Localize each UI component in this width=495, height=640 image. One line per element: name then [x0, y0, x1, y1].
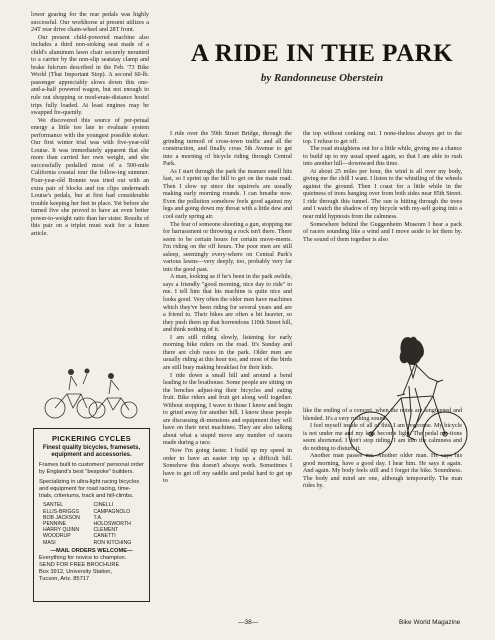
paragraph: We discovered this source of per-petual energy a little too late to evaluate system performance with the youngest possible stoker. Our first winter trial was with five-year-old Louise. It was immediately apparent that she more than carried her own weight, and she successfully pedalled most of a 500-mile California coastal tour the follow-ing summer. Four-year-old Bonnie was tried out with an extra pair of blocks and toe clips underneath Louise's pedals, but at first had considerable trouble keeping her feet in place. Yet before she turned five she proved to have an even better power-to-weight ratio than her sister. Results of this pair on a triplet must wait for a future article.: [31, 117, 149, 237]
paragraph: Another man passes me. Another older man. He says his good morning, have a good day. I hear him. He says it again. And again. My body feels still and I forget the bike. Soundness. The body and mind are one, although temporarily. The man rides by.: [303, 453, 462, 490]
page-number: —38—: [238, 619, 259, 626]
brand-name: HOLDSWORTH: [93, 521, 131, 528]
paragraph: A man, looking as if he's been in the park awhile, says a friendly "good morning, nice day to ride" to me. I tell him that his machine is quite nice and looks good. Very often the older men have machines which they've been riding for several years and are a friend to. Their bikes are often a bit heavier, so they push them up that horrendous 110th Street hill, and think nothing of it.: [163, 274, 292, 334]
paragraph: the top without conking out. I none-theless always get to the top. I refuse to get off.: [303, 131, 462, 145]
left-column: [31, 12, 149, 238]
ad-subtitle: Finest quality bicycles, framesets, equipment and accessories.: [42, 445, 141, 459]
paragraph: I ride over the 59th Street Bridge, through the grinding turmoil of cross-town traffic and all the construction, and finally cross 5th Avenue to get into a morning of bicycle riding through Central Park.: [163, 131, 292, 168]
mail-orders-banner: —MAIL ORDERS WELCOME—: [50, 547, 133, 554]
ad-title: PICKERING CYCLES: [52, 434, 131, 443]
brand-name: T.A.: [93, 514, 103, 521]
family-tandem-illustration: [31, 360, 149, 420]
brand-name: MASI: [43, 539, 56, 546]
brand-name: BOB JACKSON: [43, 514, 80, 521]
paragraph: I feel myself inside of all of this. I am overcome. My bicycle is not under me and my legs become light. The pedal mo-tions seem shortened. I don't stop riding. I am into the calmness and do nothing to disturb it.: [303, 423, 462, 452]
ad-body-text: Frames built to customers' personal order by England's best "bespoke" builders.: [39, 462, 144, 476]
brand-name: CLEMENT: [93, 527, 119, 534]
brochure-offer: SEND FOR FREE BROCHURE: [39, 561, 120, 568]
paragraph: I ride down a small hill and around a bend leading to the boathouse. Some people are sitting on the benches adjust-ing their bicycles and eating fruit. Bike riders and fruit get along well together. Without stopping, I wave to those I know and begin to grind away for another hill. I know these people are discussing di-mensions and equipment they will have on their next machines. They are also talking about what a stupid move any number of racers made during a race.: [163, 372, 292, 447]
article-title: A RIDE IN THE PARK: [190, 40, 454, 67]
right-column-top: [303, 131, 462, 244]
address-line: Tucson, Ariz. 85717: [39, 575, 90, 582]
paragraph: like the ending of a concert, when the notes are lengthened and blended. It's a very rushing sound.: [303, 408, 462, 422]
brand-name: SANTEL: [43, 502, 64, 509]
ad-body-text: Specializing in ultra-light racing bicycles and equipment for road racing, time-trials, criteriums, track and hill-climbs.: [39, 479, 140, 500]
brand-list: [43, 502, 144, 545]
paragraph: At about 25 miles per hour, the wind is all over my body, giving me the chill I want. I listen to the whistling of the wheels against the ground. Then I coast for a little while in the quietness of trees hanging over from both sides near 85th Street. I ride through this tunnel. The sun is hitting through the trees and I watch the shadow of my bicycle with my-self going into a near mild hypnosis from the calmness.: [303, 168, 462, 221]
brand-name: RON KITCHING: [93, 539, 132, 546]
magazine-name: Bike World Magazine: [399, 619, 461, 626]
brand-name: WOODRUP: [43, 533, 71, 540]
brand-name: CAMPAGNOLO: [93, 508, 131, 515]
brand-name: ELLIS-BRIGGS: [43, 508, 80, 515]
ad-tagline: Everything for novice to champion.: [39, 554, 127, 561]
brand-name: PENNINE: [43, 521, 67, 528]
paragraph: Now I'm going faster. I build up my speed in order to have an easier trip up a difficult hill. Somehow this doesn't always work. Sometimes I have to get off my saddle and pedal hard to get up to: [163, 447, 292, 485]
article-byline: by Randonneuse Oberstein: [260, 72, 384, 84]
paragraph: The road straightens out for a little while, giving me a chance to build up to my usual speed again, so that I am able to rush into another hill—downward this time.: [303, 146, 462, 168]
right-column-bottom: [303, 408, 462, 491]
brand-name: CANETTI: [93, 533, 116, 540]
paragraph: I am still riding slowly, listening for early morning bike riders on the road. It's Sunday and there are club races in the park. Older men are usually riding at this hour too, and most of the birds are still busy making breakfast for their kids.: [163, 334, 292, 371]
pickering-cycles-ad: [33, 428, 150, 602]
paragraph: Our present child-powered machine also includes a third non-stoking seat made of a child's aluminum lawn chair securely mounted to a carrier by the non-slip seatstay clamp and brake fulcrum described in the Feb. '73 Bike World (That Important Stop). A second 60-lb. passenger appreciably slows down this one-and-a-half powered wagon, but not enough to rule out shopping or mod-erate-distance hostel trips fully loaded. At least engines may be swapped fre-quently.: [31, 34, 149, 117]
address-line: Box 3912, University Station,: [39, 568, 113, 575]
paragraph: lower gearing for the rear pedals was highly successful. Our workhorse at present utilizes a 24T rear drive chain-wheel and 28T front.: [31, 12, 149, 34]
brand-name: HARRY QUINN: [43, 527, 80, 534]
paragraph: As I start through the park the manure smell hits fast, so I sprint up the hill to get on the main road. Then I slow up since the squirrels are usually making early morning rounds. I can breathe now. Even the pollution somehow feels good against my legs and going down my throat with a little dew and cool early spring air.: [163, 168, 292, 221]
middle-column: [163, 131, 292, 486]
paragraph: Somewhere behind the Guggenheim Museum I hear a pack of racers sounding like a wind and I move aside to let them by. The sound of them together is also: [303, 221, 462, 243]
paragraph: The fear of someone shooting a gun, stopping me for harrassment or throwing a rock isn't there. There seem to be certain hours for certain move-ments. I'm riding on the off hours. The poor men are still asleep, seemingly every-where on Central Park's various lawns—very deeply, too, probably very far into the good past.: [163, 221, 292, 273]
brand-name: CINELLI: [93, 502, 114, 509]
